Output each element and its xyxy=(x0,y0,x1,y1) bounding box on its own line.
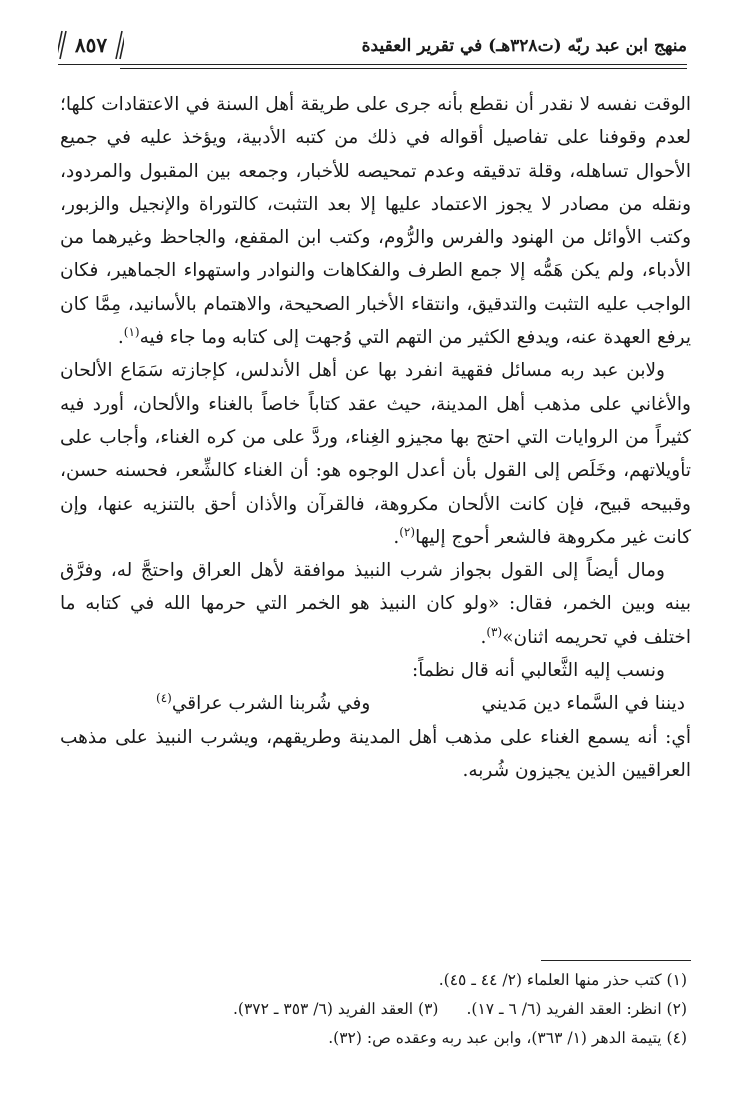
footnote-2: (٢) انظر: العقد الفريد (٦/ ٦ ـ ١٧). xyxy=(466,1000,687,1018)
text-line: مكروهة، فالقرآن والأذان أحق بالتنزيه عنها، وإن كانت غير مكروهة فالشعر xyxy=(60,493,691,548)
page-header xyxy=(58,30,687,72)
footnote-3: (٣) العقد الفريد (٦/ ٣٥٣ ـ ٣٧٢). xyxy=(233,1000,439,1018)
text-line: الألحان والأغاني على مذهب أهل المدينة، حيث عقد كتاباً خاصاً بالغناء xyxy=(60,360,691,415)
text-line: أحوج إليها xyxy=(415,526,490,548)
footnote-2-3-row xyxy=(60,995,687,1024)
footnote-marker: (٢) xyxy=(399,524,416,539)
text-line: الوقت نفسه لا نقدر أن نقطع بأنه جرى على طريقة أهل السنة في الاعتقادات xyxy=(101,94,691,115)
text-line: ومال أيضاً إلى القول بجواز شرب النبيذ موافقة لأهل العراق واحتجَّ له، xyxy=(110,560,665,582)
text-line: مذهب العراقيين الذين يجيزون شُربه. xyxy=(60,726,691,781)
header-rule xyxy=(58,64,687,65)
text-line: كلها؛ لعدم وقوفنا على تفاصيل أقواله في ذلك من كتبه الأدبية، ويؤخذ عليه في xyxy=(60,94,691,149)
paragraph-1: الوقت نفسه لا نقدر أن نقطع بأنه جرى على طريقة أهل السنة في الاعتقادات كلها؛ لعدم وقوفنا على تفاصيل أقواله في ذلك من كتبه الأدبية، ويؤخذ عليه في جميع الأحوال تساهله، وقلة تدقيقه وعدم تمحيصه للأخبار، وجمعه بين المقبول والمردود، ونقله من مصادر لا يجوز الاعتماد عليها إلا بعد التثبت، كالتوراة والإنجيل والزبور، وكتب الأوائل من الهنود والفرس والرُّوم، وكتب ابن المقفع، والجاحظ وغيرهما من الأدباء، ولم يكن هَمُّه إلا جمع الطرف والفكاهات والنوادر واستهواء الجماهير، فكان الواجب عليه التثبت والتدقيق، وانتقاء الأخبار الصحيحة، والاهتمام بالأسانيد، مِمَّا كان يرفع العهدة عنه، ويدفع الكثير من التهم التي وُجهت إلى كتابه وما جاء فيه$^{(١)}$. xyxy=(60,94,691,349)
text-line: والفكاهات والنوادر واستهواء الجماهير، فكان الواجب عليه التثبت والتدقيق، xyxy=(60,260,691,315)
text-line: من كره الغناء، وأجاب على تأويلاتهم، وخَلَص إلى القول بأن أعدل الوجوه xyxy=(60,426,691,482)
footnote-1: (١) كتب حذر منها العلماء (٢/ ٤٤ ـ ٤٥). xyxy=(438,971,687,989)
page-number: ٨٥٧ xyxy=(74,33,108,57)
text-line: والألحان، أورد فيه كثيراً من الروايات التي احتج بها مجيزو الغِناء، وردَّ على xyxy=(60,393,691,448)
text-line: ويدفع الكثير من التهم التي وُجهت إلى كتابه وما جاء فيه xyxy=(139,327,560,349)
paragraph-5 xyxy=(60,721,691,788)
body-text xyxy=(60,88,691,787)
header-rule-secondary xyxy=(120,68,687,69)
verse-first-hemistich: ديننا في السَّماء دين مَديني xyxy=(481,693,685,715)
footnotes xyxy=(60,966,687,1053)
footnote-separator xyxy=(541,960,691,961)
footnote-4: (٤) يتيمة الدهر (١/ ٣٦٣)، وابن عبد ربه وعقده ص: (٣٢). xyxy=(328,1029,687,1047)
paragraph-3: ومال أيضاً إلى القول بجواز شرب النبيذ موافقة لأهل العراق واحتجَّ له، وفرَّق بينه وبين الخمر، فقال: «ولو كان النبيذ هو الخمر التي حرمها الله في كتابه ما اختلف في تحريمه اثنان»$^{(٣)}$. xyxy=(60,560,691,648)
footnote-marker: (٣) xyxy=(486,624,503,639)
text-line: جميع الأحوال تساهله، وقلة تدقيقه وعدم تمحيصه للأخبار، وجمعه بين المقبول xyxy=(60,127,691,182)
text-line: كتابه ما اختلف في تحريمه اثنان» xyxy=(60,593,691,648)
text-line: والإنجيل والزبور، وكتب الأوائل من الهنود والفرس والرُّوم، وكتب ابن xyxy=(60,193,691,249)
text-line: ولابن عبد ربه مسائل فقهية انفرد بها عن أهل الأندلس، كإجازته سَمَاع xyxy=(120,360,665,382)
verse-second-hemistich-wrap xyxy=(156,687,370,720)
footnote-marker: (١) xyxy=(123,324,140,339)
paragraph-2: ولابن عبد ربه مسائل فقهية انفرد بها عن أهل الأندلس، كإجازته سَمَاع الألحان والأغاني على مذهب أهل المدينة، حيث عقد كتاباً خاصاً بالغناء والألحان، أورد فيه كثيراً من الروايات التي احتج بها مجيزو الغِناء، وردَّ على من كره الغناء، وأجاب على تأويلاتهم، وخَلَص إلى القول بأن أعدل الوجوه هو: أن الغناء كالشِّعر، فحسنه حسن، وقبيحه قبيح، فإن كانت الألحان مكروهة، فالقرآن والأذان أحق بالتنزيه عنها، وإن كانت غير مكروهة فالشعر أحوج إليها$^{(٢)}$. xyxy=(60,360,691,548)
text-line: وانتقاء الأخبار الصحيحة، والاهتمام بالأسانيد، مِمَّا كان يرفع العهدة عنه، xyxy=(60,293,691,349)
text-line: والمردود، ونقله من مصادر لا يجوز الاعتماد عليها إلا بعد التثبت، كالتوراة xyxy=(60,160,691,215)
text-line: المقفع، والجاحظ وغيرهما من الأدباء، ولم يكن هَمُّه إلا جمع الطرف xyxy=(60,227,691,282)
paragraph-4: ونسب إليه الثَّعالبي أنه قال نظماً: xyxy=(411,660,665,682)
text-line: وفرَّق بينه وبين الخمر، فقال: «ولو كان النبيذ هو الخمر التي حرمها الله في xyxy=(60,560,691,615)
text-line: أي: أنه يسمع الغناء على مذهب أهل المدينة وطريقهم، ويشرب النبيذ على xyxy=(115,726,691,748)
footnote-marker: (٤) xyxy=(156,691,172,706)
verse-second-hemistich: وفي شُربنا الشرب عراقي xyxy=(171,693,371,715)
running-title: منهج ابن عبد ربّه (ت٣٢٨هـ) في تقرير العقيدة xyxy=(361,36,687,56)
page-number-box xyxy=(58,30,124,60)
bracket-ornament-icon xyxy=(114,30,124,60)
poem-verse xyxy=(60,687,691,720)
text-line: هو: أن الغناء كالشِّعر، فحسنه حسن، وقبيحه قبيح، فإن كانت الألحان xyxy=(60,460,691,515)
bracket-ornament-icon xyxy=(58,30,68,60)
